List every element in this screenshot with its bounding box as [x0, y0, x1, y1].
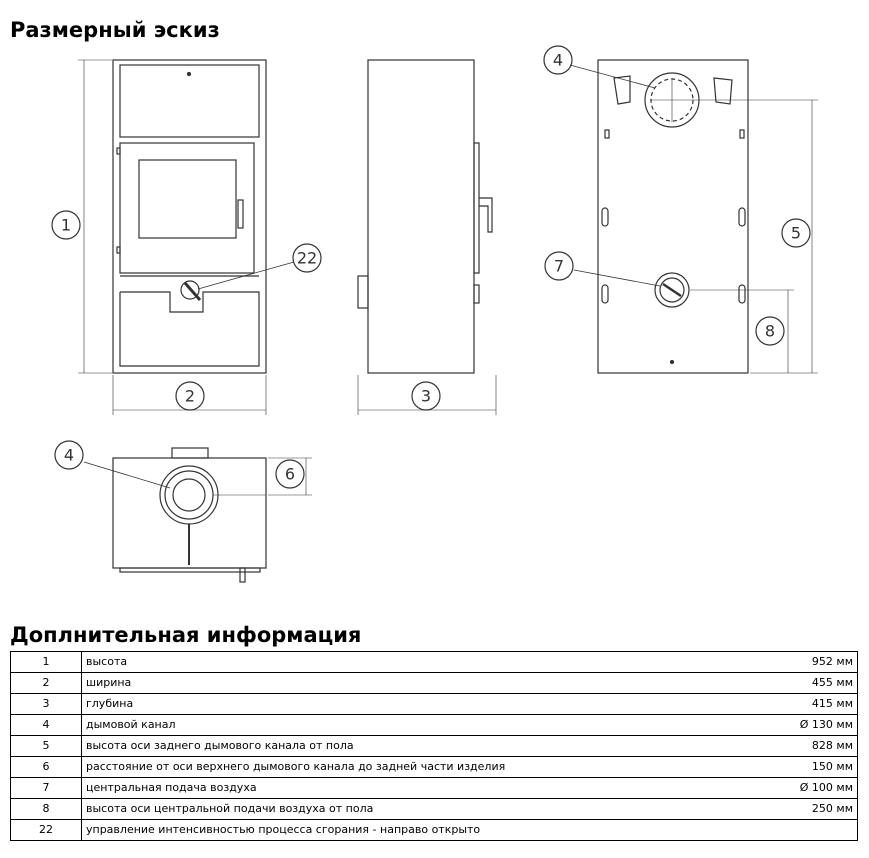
table-row	[11, 652, 858, 673]
row-number: 8	[11, 799, 82, 820]
row-label: высота оси центральной подачи воздуха от пола	[82, 799, 770, 820]
table-row	[11, 799, 858, 820]
row-label: расстояние от оси верхнего дымового канала до задней части изделия	[82, 757, 770, 778]
table-row	[11, 715, 858, 736]
table-row	[11, 736, 858, 757]
row-label: высота оси заднего дымового канала от пола	[82, 736, 770, 757]
row-number: 2	[11, 673, 82, 694]
row-label: дымовой канал	[82, 715, 770, 736]
row-label: высота	[82, 652, 770, 673]
side-view	[358, 60, 496, 415]
table-row	[11, 757, 858, 778]
row-value: 150 мм	[769, 757, 858, 778]
row-number: 5	[11, 736, 82, 757]
table-row	[11, 778, 858, 799]
row-number: 3	[11, 694, 82, 715]
callout-4-rear: 4	[552, 50, 564, 70]
callout-3: 3	[420, 386, 432, 406]
row-number: 22	[11, 820, 82, 841]
callout-22: 22	[296, 248, 318, 268]
row-number: 1	[11, 652, 82, 673]
callout-2: 2	[184, 386, 196, 406]
row-number: 6	[11, 757, 82, 778]
callout-5: 5	[790, 223, 802, 243]
table-row	[11, 694, 858, 715]
row-label: ширина	[82, 673, 770, 694]
row-value: 828 мм	[769, 736, 858, 757]
row-number: 4	[11, 715, 82, 736]
table-row	[11, 673, 858, 694]
row-value: 415 мм	[769, 694, 858, 715]
dimension-drawing	[0, 40, 869, 600]
front-view	[78, 60, 266, 415]
callout-8: 8	[764, 321, 776, 341]
row-value: Ø 130 мм	[769, 715, 858, 736]
table-row	[11, 820, 858, 841]
row-value: 952 мм	[769, 652, 858, 673]
callout-6: 6	[284, 464, 296, 484]
row-label: центральная подача воздуха	[82, 778, 770, 799]
top-view	[113, 448, 312, 582]
row-number: 7	[11, 778, 82, 799]
callout-4-top: 4	[63, 445, 75, 465]
row-value	[769, 820, 858, 841]
row-label: управление интенсивностью процесса сгорания - направо открыто	[82, 820, 770, 841]
row-value: 455 мм	[769, 673, 858, 694]
info-title: Доплнительная информация	[10, 623, 362, 647]
callout-7: 7	[553, 256, 565, 276]
spec-table	[10, 651, 858, 841]
rear-view	[598, 60, 818, 373]
row-label: глубина	[82, 694, 770, 715]
row-value: Ø 100 мм	[769, 778, 858, 799]
callout-1: 1	[60, 215, 72, 235]
row-value: 250 мм	[769, 799, 858, 820]
sketch-title: Размерный эскиз	[10, 18, 220, 42]
